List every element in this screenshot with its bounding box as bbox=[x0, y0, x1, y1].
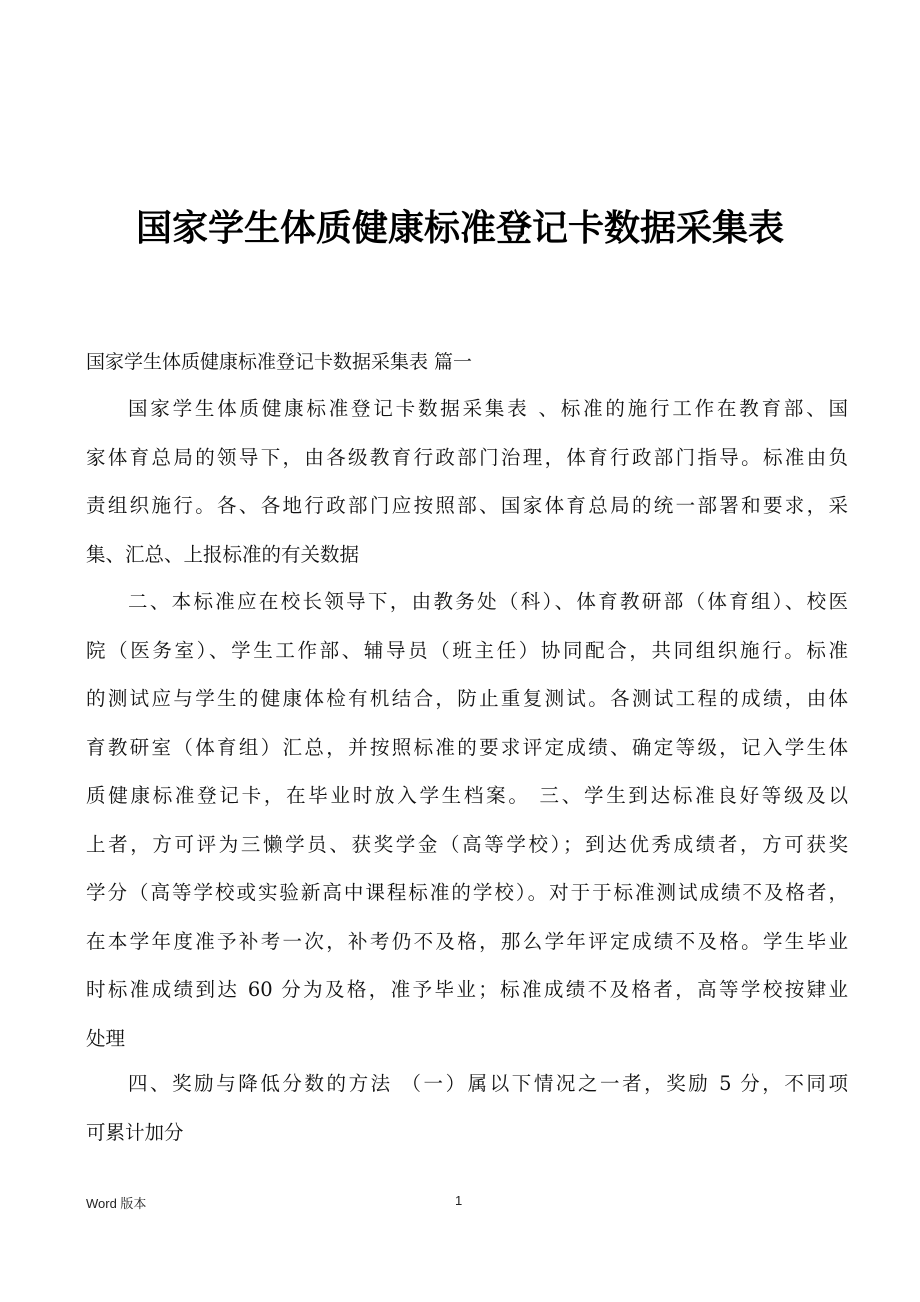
paragraph-line: 责组织施行。各、各地行政部门应按照部、国家体育总局的统一部署和要求，采 bbox=[86, 494, 848, 517]
page-number: 1 bbox=[455, 1193, 463, 1208]
paragraph-line: 家体育总局的领导下，由各级教育行政部门治理，体育行政部门指导。标准由负 bbox=[86, 445, 848, 469]
paragraph-line: 的测试应与学生的健康体检有机结合，防止重复测试。各测试工程的成绩，由体 bbox=[86, 687, 848, 710]
paragraph-line: 学分（高等学校或实验新高中课程标准的学校）。对于于标准测试成绩不及格者， bbox=[86, 881, 848, 904]
paragraph-line: 国家学生体质健康标准登记卡数据采集表 、标准的施行工作在教育部、国 bbox=[128, 397, 848, 420]
paragraph-3 bbox=[86, 1060, 848, 1157]
paragraph-line: 上者，方可评为三懒学员、获奖学金（高等学校）；到达优秀成绩者，方可获奖 bbox=[86, 832, 848, 856]
document-title: 国家学生体质健康标准登记卡数据采集表 bbox=[135, 208, 784, 249]
paragraph-line: 质健康标准登记卡，在毕业时放入学生档案。 三、学生到达标准良好等级及以 bbox=[86, 784, 848, 807]
paragraph-line: 院（医务室）、学生工作部、辅导员（班主任）协同配合，共同组织施行。标准 bbox=[86, 638, 848, 662]
paragraph-line: 四、奖励与降低分数的方法 （一）属以下情况之一者，奖励 5 分，不同项 bbox=[128, 1072, 848, 1095]
paragraph-line: 育教研室（体育组）汇总，并按照标准的要求评定成绩、确定等级，记入学生体 bbox=[86, 735, 848, 759]
paragraph-line: 二、本标准应在校长领导下，由教务处（科）、体育教研部（体育组）、校医 bbox=[128, 590, 848, 613]
paragraph-line: 集、汇总、上报标准的有关数据 bbox=[86, 542, 360, 566]
footer-label: Word 版本 bbox=[86, 1196, 147, 1211]
paragraph-line: 处理 bbox=[86, 1026, 126, 1050]
paragraph-line: 可累计加分 bbox=[86, 1120, 184, 1144]
paragraph-line: 时标准成绩到达 60 分为及格，准予毕业；标准成绩不及格者，高等学校按肄业 bbox=[86, 978, 848, 1001]
paragraph-2 bbox=[86, 578, 848, 1063]
document-subtitle: 国家学生体质健康标准登记卡数据采集表 篇一 bbox=[86, 351, 473, 373]
paragraph-line: 在本学年度准予补考一次，补考仍不及格，那么学年评定成绩不及格。学生毕业 bbox=[86, 929, 848, 953]
paragraph-1 bbox=[86, 385, 848, 579]
